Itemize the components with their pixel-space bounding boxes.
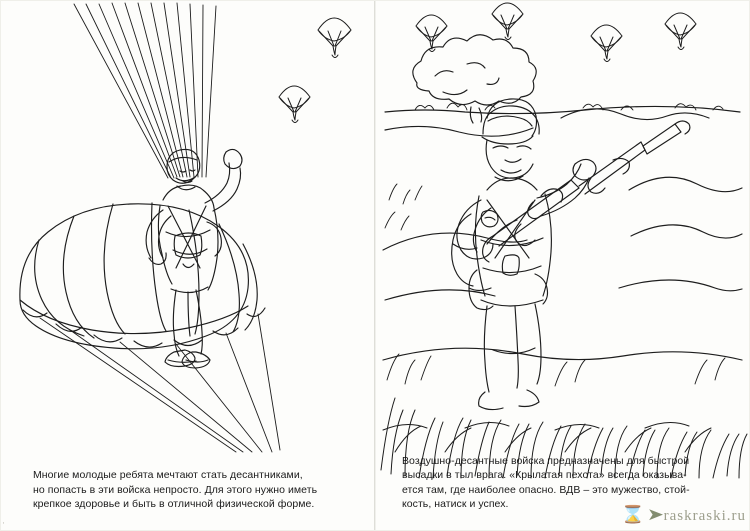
fish-icon: ⌛➤: [620, 505, 666, 524]
corner-mark: ·: [2, 518, 5, 528]
ground-contours: [383, 177, 742, 360]
rigging-lines: [74, 3, 216, 178]
right-caption-line-2: высадки в тыл врага. «Крылатая пехота» всегда оказыва-: [402, 469, 687, 482]
left-caption-line-1: Многие молодые ребята мечтают стать десантниками,: [33, 469, 303, 482]
mid-grass: [385, 184, 725, 386]
soldier-figure: [452, 99, 596, 410]
lower-parachute-lines: [40, 314, 280, 452]
sky-parachute-2: [279, 86, 310, 123]
right-page: [375, 0, 750, 531]
horizon-line: [385, 106, 740, 136]
right-caption-line-4: кость, натиск и успех.: [402, 497, 509, 510]
main-parachute-canopy: [20, 203, 265, 349]
sky-parachute-d: [665, 13, 696, 50]
paratrooper-figure: [146, 149, 242, 368]
sky-parachute-c: [591, 25, 622, 62]
right-caption-line-3: ется там, где наиболее опасно. ВДВ – это мужество, стой-: [402, 483, 690, 496]
left-caption: [33, 468, 343, 511]
right-caption: [402, 454, 732, 511]
watermark: [620, 505, 746, 525]
watermark-text: raskraski.ru: [663, 508, 746, 524]
sky-parachute-a: [416, 15, 447, 52]
right-caption-line-1: Воздушно-десантные войска предназначены для быстрой: [402, 455, 690, 468]
right-illustration: [375, 0, 750, 531]
sky-parachute-b: [492, 3, 523, 40]
assault-rifle: [483, 121, 690, 262]
left-caption-line-2: но попасть в эти войска непросто. Для этого нужно иметь: [33, 483, 318, 496]
sky-parachute-1: [318, 18, 351, 58]
left-caption-line-3: крепкое здоровье и быть в отличной физической форме.: [33, 497, 315, 510]
page-fold-divider: [374, 0, 376, 531]
